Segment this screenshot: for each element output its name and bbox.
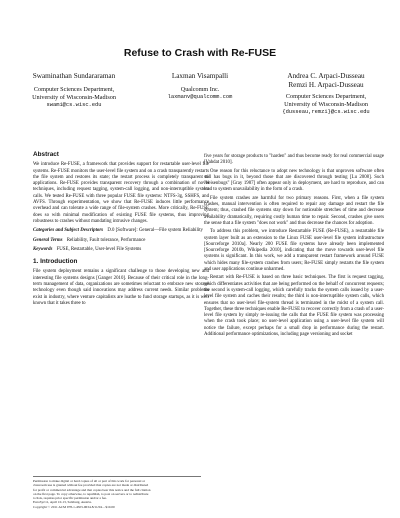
- footnote-line: for profit or commercial advantage and that copies bear this notice and the full citation: [33, 487, 151, 492]
- author-affiliation: Computer Sciences Department,: [33, 86, 115, 93]
- author-name: Swaminathan Sundararaman: [32, 72, 116, 80]
- paragraph: five years for storage products to "harden" and thus become ready for real commercial usage [Vahdat 2010].: [204, 154, 384, 166]
- general-terms-line: [33, 238, 209, 244]
- categories-line: [33, 228, 209, 234]
- introduction-text: File system deployment remains a significant challenge to those developing new and interesting file systems designs [Ganger 2010]. Because of their critical role in the long-term management of data, organizations are sometimes reluctant to embrace new storage technology even though said innovations may address current needs. Similar problems exist in industry, where venture capitalists are loathe to fund storage startups, as it is well known that it takes three to: [33, 269, 209, 306]
- paragraph: File system crashes are harmful for two primary reasons. First, when a file system crashes, manual intervention is often required to repair any damage and restart the file system; thus, crashed file systems stay down for noticeable stretches of time and decrease availability dramatically, requiring costly human time to repair. Second, crashes give users the sense that a file system "does not work" and thus decrease the chances for adoption.: [204, 195, 384, 226]
- author-email[interactable]: {dusseau,remzi}@cs.wisc.edu: [282, 108, 370, 115]
- author-name: Andrea C. Arpaci-Dusseau: [287, 72, 365, 80]
- author-affiliation: Qualcomm Inc.: [180, 86, 220, 93]
- author-block-3: [266, 72, 386, 116]
- footnote-line: Copyright © 2011 ACM 978-1-4503-0634-8/11/04... $10.00: [33, 504, 115, 509]
- copyright-footnote: [33, 476, 201, 509]
- keywords-label: Keywords: [33, 246, 53, 252]
- author-name: Remzi H. Arpaci-Dusseau: [288, 81, 364, 89]
- paper-title: Refuse to Crash with Re-FUSE: [123, 47, 277, 59]
- author-email[interactable]: laxmanv@qualcomm.com: [167, 93, 233, 100]
- abstract-heading: Abstract: [33, 151, 59, 158]
- author-affiliation: University of Wisconsin-Madison: [284, 100, 368, 108]
- footnote-line: EuroSys'11, April 10-13, Salzburg, Austria.: [33, 500, 92, 505]
- introduction-heading: 1. Introduction: [33, 258, 78, 266]
- footnote-line: to lists, requires prior specific permission and/or a fee.: [33, 496, 107, 501]
- author-name: Laxman Visampalli: [171, 72, 229, 80]
- general-terms-value: Reliability, Fault tolerance, Performance: [66, 237, 146, 243]
- author-block-1: [14, 72, 134, 109]
- footnote-line: classroom use is granted without fee provided that copies are not made or distributed: [33, 483, 149, 488]
- author-email[interactable]: swami@cs.wisc.edu: [46, 101, 102, 108]
- categories-label: Categories and Subject Descriptors: [33, 228, 104, 234]
- right-column: [204, 154, 384, 340]
- author-block-2: [140, 72, 260, 102]
- paragraph: One reason for this reluctance to adopt new technology is that unproven software often still has bugs in it, beyond those that are discovered through testing [Lu 2008]. Such "heisenbugs" [Gray 1987] often appear only in deployment, are hard to reproduce, and can lead to system unavailability in the form of a crash.: [204, 168, 384, 193]
- keywords-line: [33, 247, 209, 253]
- abstract-text: We introduce Re-FUSE, a framework that provides support for restartable user-level file systems. Re-FUSE monitors the user-level file system and on a crash transparently restarts the file system and restores its state; the restart process is completely transparent to applications. Re-FUSE provides transparent recovery through a combination of novel techniques, including request tagging, system-call logging, and non-interruptible system calls. We tested Re-FUSE with three popular FUSE file systems: NTFS-3g, SSHFS, and AVFS. Through experimentation, we show that Re-FUSE induces little performance overhead and can tolerate a wide range of file-system crashes. More critically, Re-FUSE does so with minimal modification of existing FUSE file systems, thus improving robustness to crashes without mandating intrusive changes.: [33, 162, 209, 224]
- general-terms-label: General Terms: [33, 237, 63, 243]
- author-affiliation: University of Wisconsin-Madison: [32, 93, 116, 101]
- categories-value: D.0 [Software]: General—File system Reliability: [107, 228, 203, 234]
- keywords-value: FUSE, Restartable, User-level File Systems: [56, 246, 142, 252]
- paragraph: Restart with Re-FUSE is based on three basic techniques. The first is request tagging, which differentiates activities that are being performed on the behalf of concurrent requests; the second is system-call logging, which carefully tracks the system calls issued by a user-level file system and caches their results; the third is non-interruptible system calls, which ensures that no user-level file-system thread is terminated in the midst of a system call. Together, these three techniques enable Re-FUSE to recover correctly from a crash of a user-level file system by simply re-issuing the calls that the FUSE file system was processing when the crash took place; no user-level application using a user-level file system will notice the failure, except perhaps for a small drop in performance during the restart. Additional performance optimizations, including page versioning and socket: [204, 275, 384, 338]
- paragraph: To address this problem, we introduce Restartable FUSE (Re-FUSE), a restartable file system layer built as an extension to the Linux FUSE user-level file system infrastructure [Sourceforge 2010a]. Nearly 200 FUSE file systems have already been implemented [Sourceforge 2010b, Wikipedia 2010], indicating that the move towards user-level file systems is significant. In this work, we add a transparent restart framework around FUSE which hides many file-system crashes from users; Re-FUSE simply restarts the file system and user applications continue unharmed.: [204, 229, 384, 273]
- footnote-line: Permission to make digital or hard copies of all or part of this work for personal or: [33, 479, 146, 483]
- left-column: [33, 150, 209, 309]
- footnote-line: on the first page. To copy otherwise, to republish, to post on servers or to redistribute: [33, 491, 149, 496]
- author-affiliation: Computer Sciences Department,: [285, 93, 367, 100]
